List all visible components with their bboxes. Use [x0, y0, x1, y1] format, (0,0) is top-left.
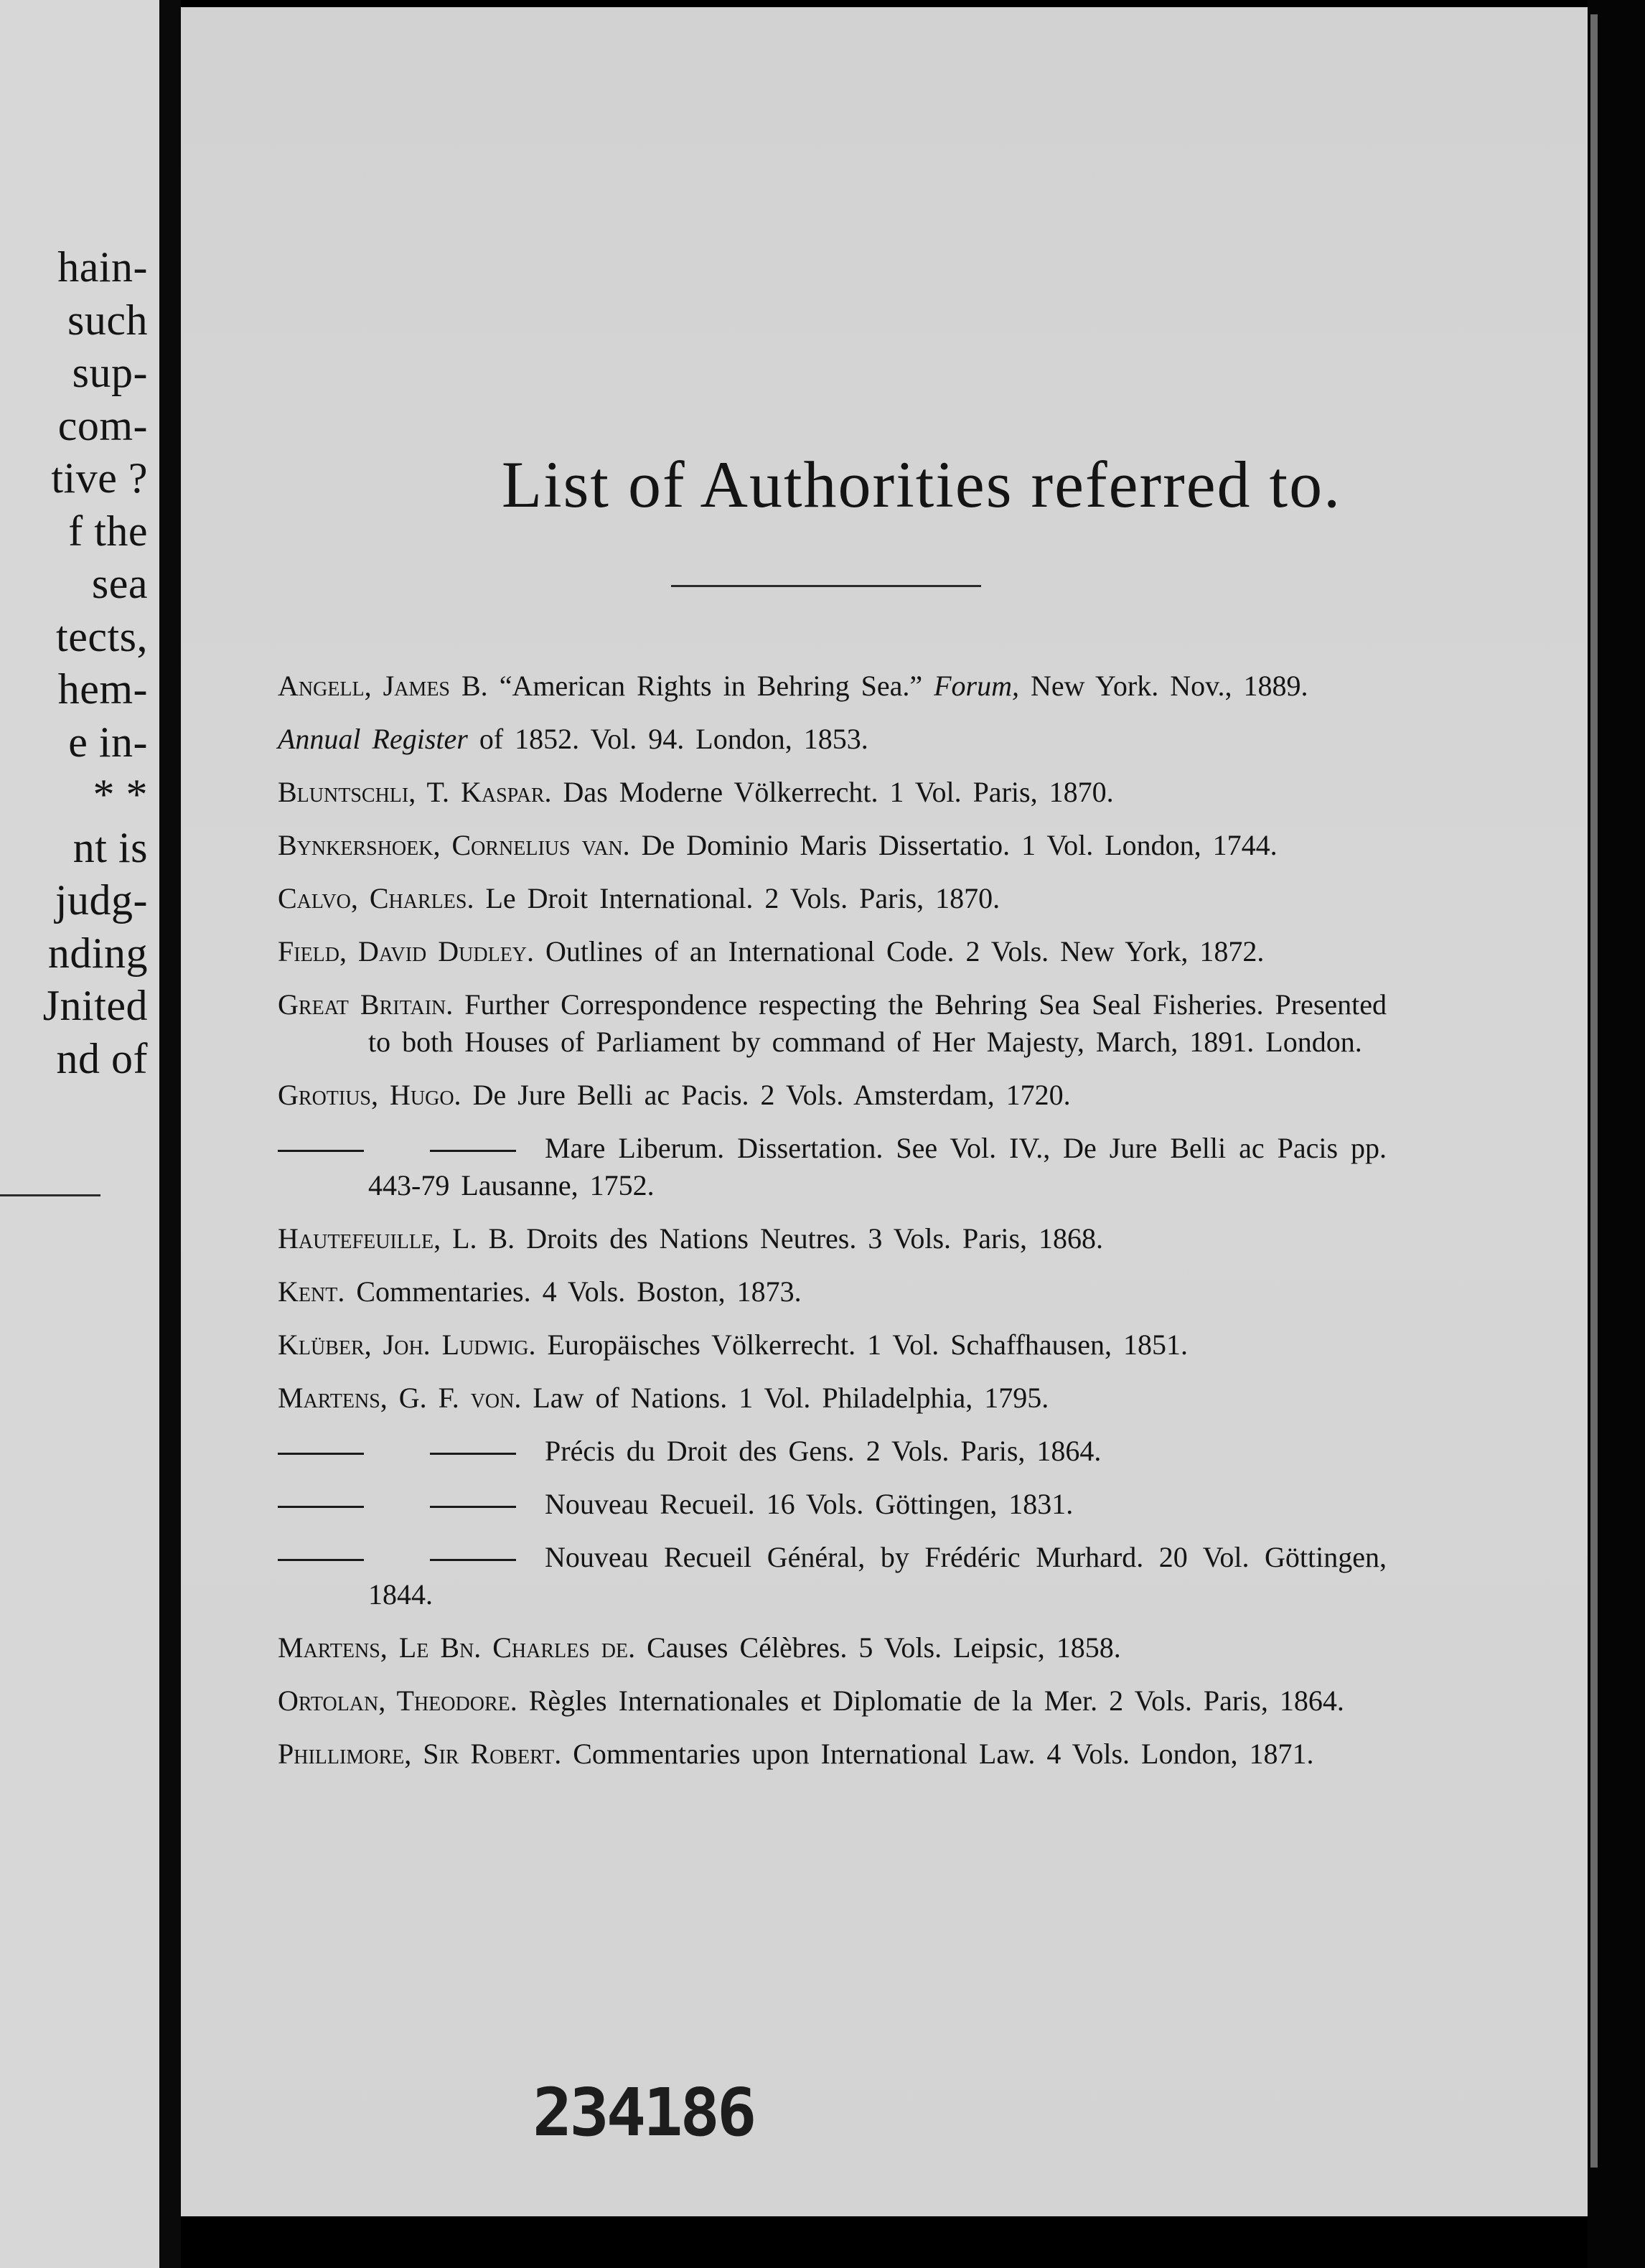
facing-page-line: nd of [56, 1034, 148, 1082]
authority-entry [278, 1220, 1387, 1257]
entry-text: Law of Nations. 1 Vol. Philadelphia, 1795. [533, 1382, 1049, 1414]
entry-text: Commentaries upon International Law. 4 Vols. London, 1871. [573, 1738, 1314, 1770]
facing-page-line: com- [57, 401, 148, 449]
book-gutter [159, 0, 181, 2268]
entry-text: Europäisches Völkerrecht. 1 Vol. Schaffhausen, 1851. [547, 1329, 1188, 1361]
entry-text: Das Moderne Völkerrecht. 1 Vol. Paris, 1870. [563, 776, 1114, 808]
authority-entry [278, 1273, 1387, 1311]
facing-page-line: * * [93, 771, 148, 818]
facing-page-line: sea [91, 560, 148, 607]
entry-text: De Dominio Maris Dissertatio. 1 Vol. London, 1744. [641, 829, 1278, 861]
page-title: List of Authorities referred to. [501, 448, 1342, 521]
ditto-dash [430, 1506, 516, 1508]
title-rule [671, 585, 981, 587]
authority-entry [278, 667, 1387, 705]
authority-entry [278, 1735, 1387, 1773]
entry-text: “American Rights in Behring Sea.” [499, 670, 923, 702]
authority-entry [278, 880, 1387, 917]
entry-text: Outlines of an International Code. 2 Vols. New York, 1872. [545, 935, 1265, 967]
authority-entry [278, 1682, 1387, 1720]
facing-page-line: Jnited [42, 982, 148, 1029]
entry-author: Bynkershoek, Cornelius van. [278, 829, 630, 861]
entry-text: Nouveau Recueil. 16 Vols. Göttingen, 1831. [545, 1488, 1074, 1520]
entry-text: Commentaries. 4 Vols. Boston, 1873. [356, 1275, 802, 1308]
entry-text: Le Droit International. 2 Vols. Paris, 1870. [485, 882, 1000, 914]
document-page [181, 7, 1588, 2216]
facing-page-rule [0, 1194, 100, 1196]
entry-author: Klüber, Joh. Ludwig. [278, 1329, 536, 1361]
ditto-dash [430, 1559, 516, 1561]
authority-entry [278, 1326, 1387, 1364]
entry-author: Phillimore, Sir Robert. [278, 1738, 562, 1770]
authority-entry [278, 1077, 1387, 1114]
entry-text: of 1852. Vol. 94. London, 1853. [479, 723, 868, 755]
entry-author: Great Britain. [278, 988, 454, 1021]
entry-text: Règles Internationales et Diplomatie de la Mer. 2 Vols. Paris, 1864. [528, 1684, 1344, 1717]
entry-italic-title: Annual Register [278, 723, 468, 755]
entry-author: Field, David Dudley. [278, 935, 535, 967]
authority-entry [278, 1486, 1387, 1523]
authority-entry [278, 986, 1387, 1061]
ditto-dash [278, 1559, 364, 1561]
facing-page-line: nding [47, 929, 148, 977]
facing-page-line: tive ? [51, 454, 148, 502]
authority-entry [278, 1130, 1387, 1204]
entry-author: Hautefeuille, L. B. [278, 1222, 515, 1255]
ditto-dash [430, 1150, 516, 1152]
authorities-list [278, 667, 1387, 1789]
ditto-dash [278, 1506, 364, 1508]
entry-text: Nouveau Recueil Général, by Frédéric Murhard. 20 Vol. Göttingen, 1844. [368, 1541, 1387, 1611]
ditto-dash [430, 1453, 516, 1455]
facing-page-line: nt is [72, 823, 148, 871]
entry-text: Further Correspondence respecting the Behring Sea Seal Fisheries. Presented to both Houses of Parliament by command of Her Majesty, March, 1891. London. [368, 988, 1387, 1058]
authority-entry [278, 1629, 1387, 1667]
facing-page-line: such [67, 296, 148, 344]
entry-author: Bluntschli, T. Kaspar. [278, 776, 552, 808]
authority-entry [278, 1379, 1387, 1417]
ditto-dash [278, 1453, 364, 1455]
facing-page-line: judg- [55, 876, 148, 924]
facing-page-line: tects, [56, 612, 148, 660]
entry-author: Grotius, Hugo. [278, 1079, 461, 1111]
entry-text: Causes Célèbres. 5 Vols. Leipsic, 1858. [647, 1631, 1121, 1664]
facing-page-line: hain- [57, 243, 148, 291]
ditto-dash [278, 1150, 364, 1152]
entry-publication: New York. Nov., 1889. [1031, 670, 1308, 702]
entry-author: Ortolan, Theodore. [278, 1684, 517, 1717]
page-edge [1588, 0, 1645, 2268]
authority-entry [278, 827, 1387, 864]
authority-entry [278, 933, 1387, 970]
authority-entry [278, 1539, 1387, 1613]
entry-author: Calvo, Charles. [278, 882, 474, 914]
facing-page-line: e in- [68, 718, 148, 766]
entry-author: Angell, James B. [278, 670, 488, 702]
entry-text: Précis du Droit des Gens. 2 Vols. Paris, 1864. [545, 1435, 1102, 1467]
entry-text: Droits des Nations Neutres. 3 Vols. Paris, 1868. [526, 1222, 1104, 1255]
entry-author: Martens, G. F. von. [278, 1382, 522, 1414]
accession-stamp: 234186 [533, 2074, 754, 2151]
authority-entry [278, 1433, 1387, 1470]
facing-page-line: sup- [72, 349, 148, 396]
entry-author: Martens, Le Bn. Charles de. [278, 1631, 636, 1664]
entry-text: Mare Liberum. Dissertation. See Vol. IV., De Jure Belli ac Pacis pp. 443-79 Lausanne, 1752. [368, 1132, 1387, 1201]
entry-text: De Jure Belli ac Pacis. 2 Vols. Amsterdam, 1720. [472, 1079, 1071, 1111]
entry-author: Kent. [278, 1275, 345, 1308]
authority-entry [278, 774, 1387, 811]
authority-entry [278, 721, 1387, 758]
facing-page-line: hem- [57, 665, 148, 713]
facing-page [0, 0, 159, 2268]
facing-page-line: f the [68, 507, 148, 555]
entry-journal: Forum, [934, 670, 1019, 702]
